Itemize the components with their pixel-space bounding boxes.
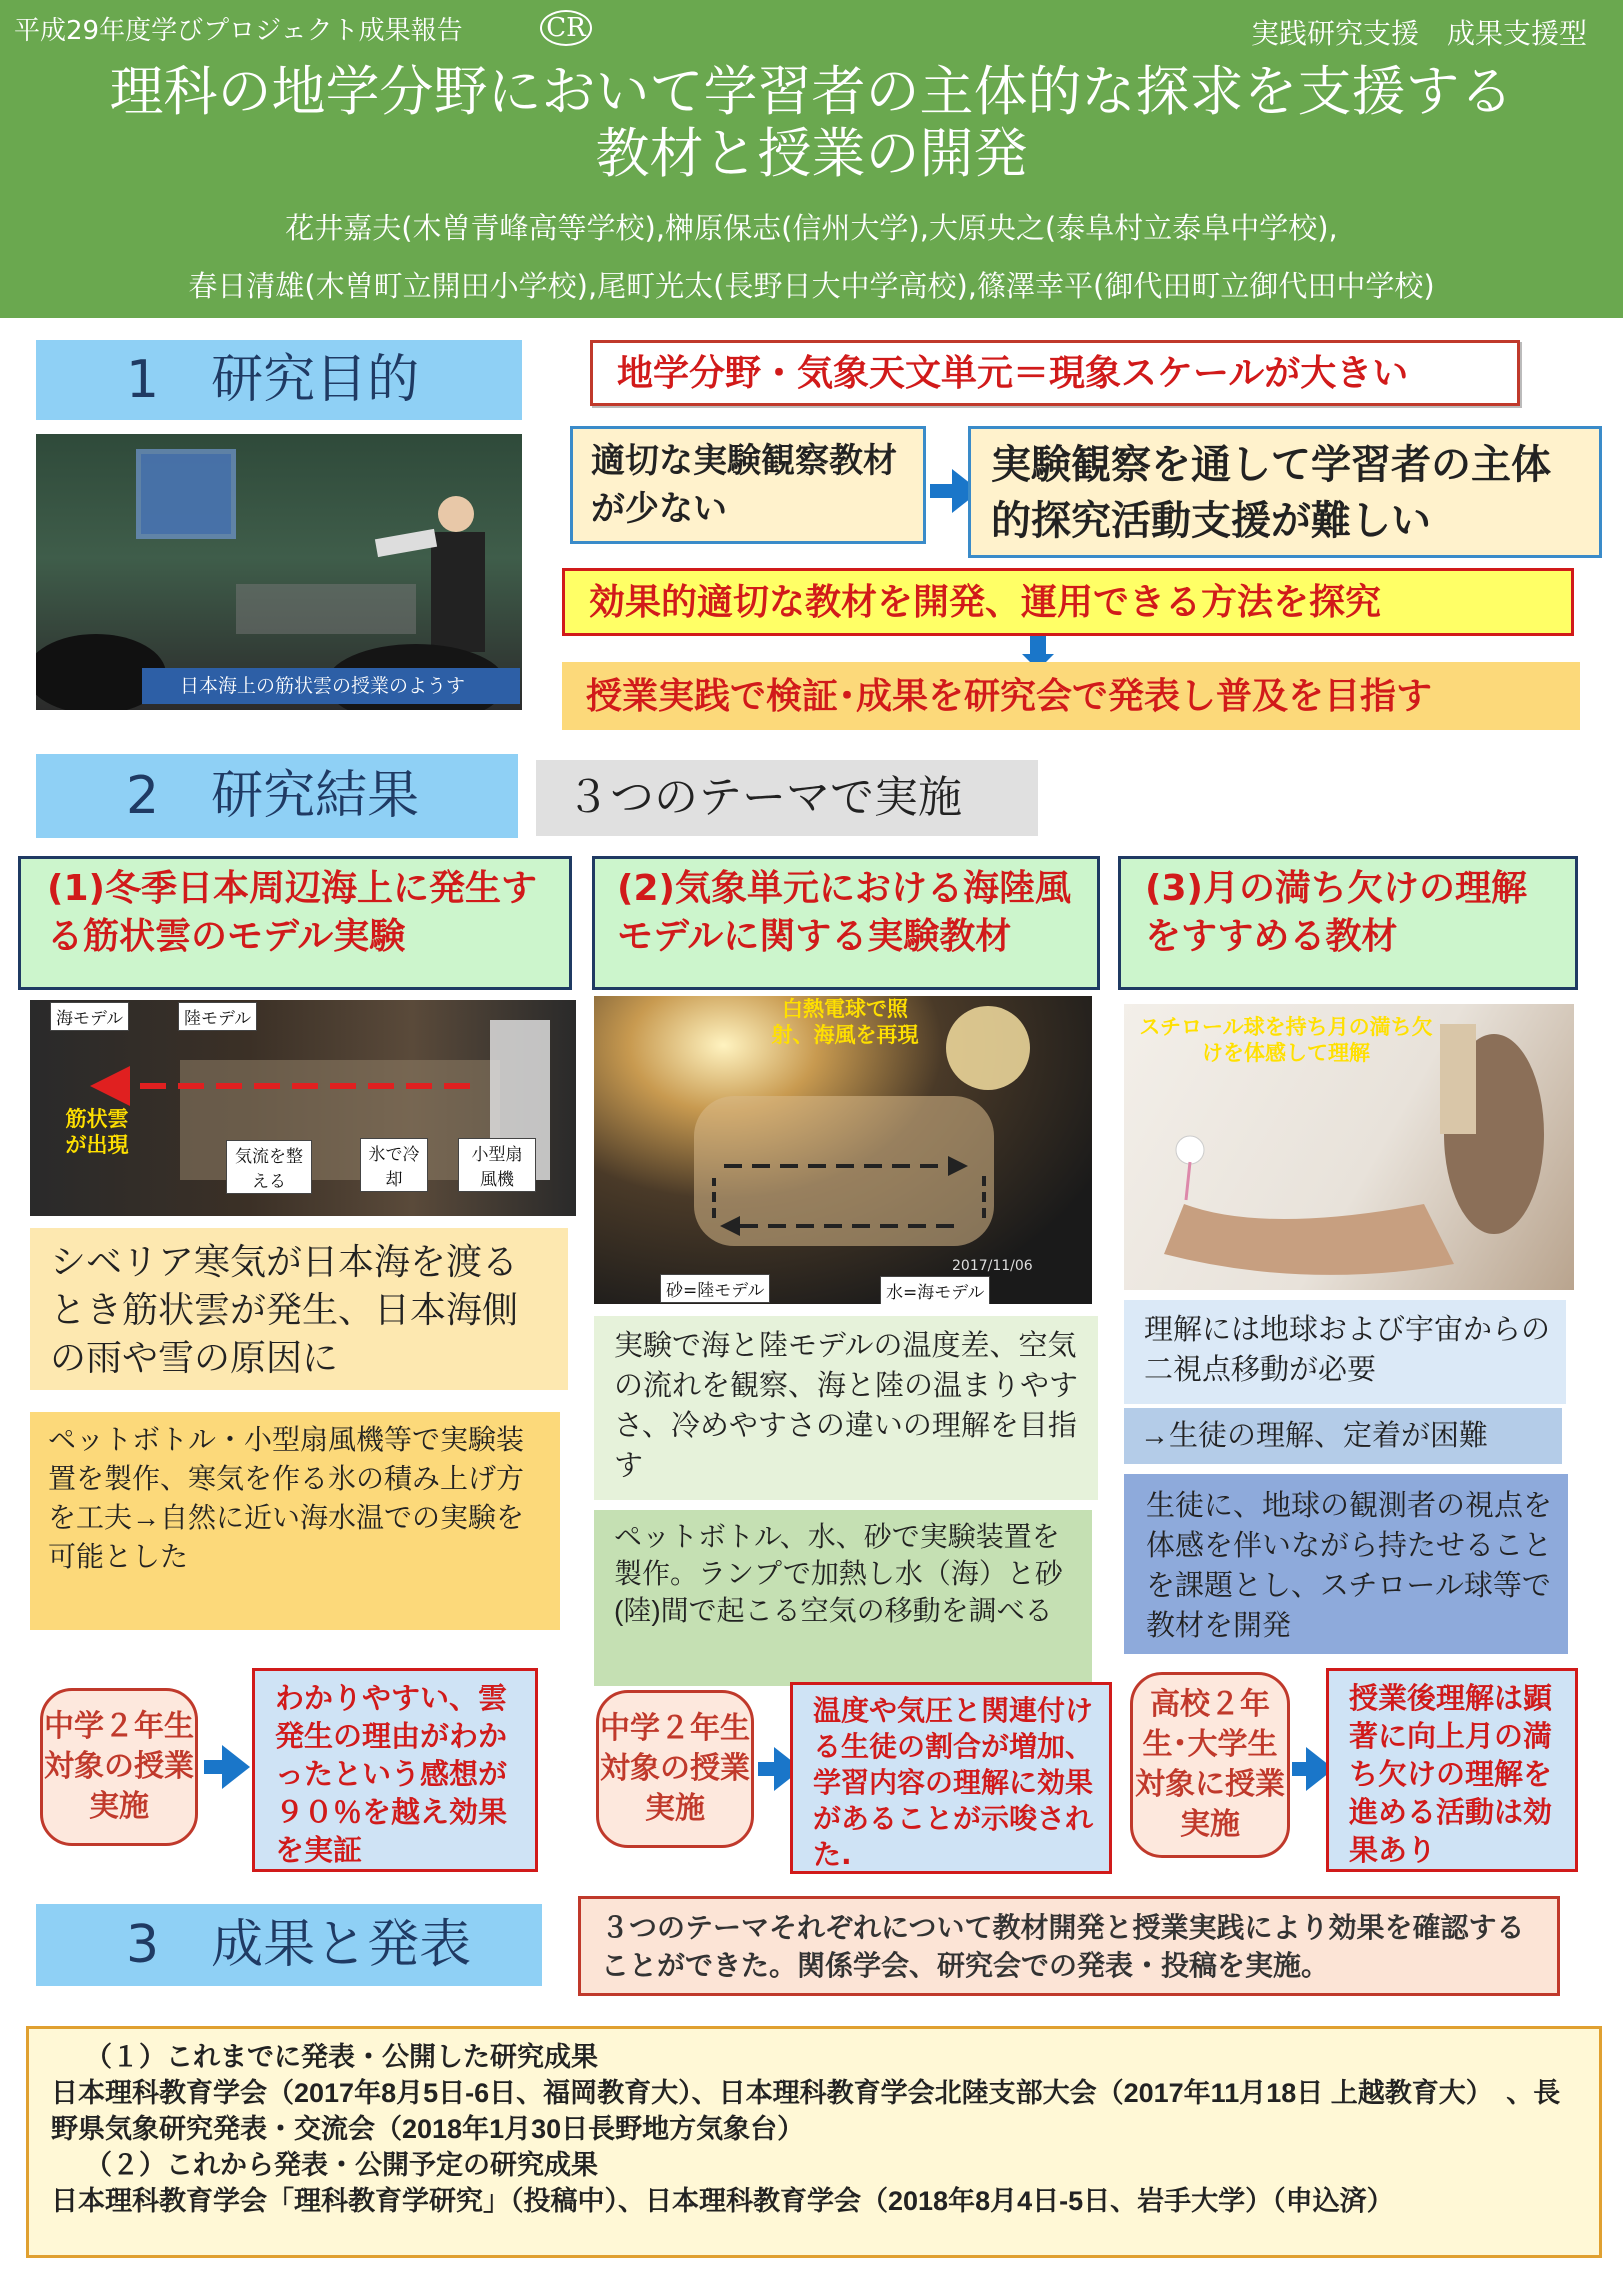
support-type: 実践研究支援 成果支援型 — [1250, 17, 1587, 50]
theme1-arrow-shaft — [204, 1760, 224, 1774]
photo-date: 2017/11/06 — [952, 1258, 1033, 1274]
theme1-result: わかりやすい、雲発生の理由がわかったという感想が９０％を越え効果を実証 — [252, 1668, 538, 1872]
issue-arrow-shaft — [930, 484, 952, 498]
theme2-result: 温度や気圧と関連付ける生徒の割合が増加、学習内容の理解に効果があることが示唆された. — [790, 1682, 1112, 1874]
theme2-method: ペットボトル、水、砂で実験装置を製作。ランプで加熱し水（海）と砂(陸)間で起こる空気の移動を調べる — [594, 1510, 1092, 1686]
results-summary: ３つのテーマそれぞれについて教材開発と授業実践により効果を確認することができた。関係学会、研究会での発表・投稿を実施。 — [578, 1896, 1560, 1996]
issue-support-difficult: 実験観察を通して学習者の主体的探究活動支援が難しい — [968, 426, 1602, 558]
photo-caption: 日本海上の筋状雲の授業のようす — [142, 668, 520, 704]
pub-heading-future: （２）これから発表・公開予定の研究成果 — [85, 2150, 598, 2180]
problem-statement: 地学分野・気象天文単元＝現象スケールが大きい — [590, 340, 1520, 406]
theme2-target: 中学２年生対象の授業実施 — [596, 1690, 754, 1848]
tag-airflow: 気流を整える — [226, 1140, 312, 1194]
tag-sea-model: 海モデル — [50, 1002, 129, 1031]
tag-ice-cooling: 氷で冷却 — [360, 1138, 428, 1192]
theme1-title: (1)冬季日本周辺海上に発生する筋状雲のモデル実験 — [18, 856, 572, 990]
pub-list-past: 日本理科教育学会（2017年8月5日-6日、福岡教育大）、日本理科教育学会北陸支部大会（2017年11月18日 上越教育大） 、長野県気象研究発表・交流会（2018年1月30日長野地方気象台） — [51, 2078, 1561, 2144]
poster-title-line2: 教材と授業の開発 — [595, 122, 1028, 185]
label-lamp-sea-breeze: 白熱電球で照射、海風を再現 — [771, 997, 919, 1047]
theme3-note: →生徒の理解、定着が困難 — [1124, 1408, 1562, 1464]
moon-phase-photo — [1124, 1004, 1574, 1290]
sea-land-breeze-photo — [594, 996, 1092, 1304]
poster-header — [0, 0, 1623, 318]
goal-arrow-shaft — [1030, 636, 1046, 656]
authors-line2: 春日清雄(木曽町立開田小学校),尾町光太(長野日大中学高校),篠澤幸平(御代田町立御代田中学校) — [188, 269, 1435, 303]
section3-heading: 3 成果と発表 — [36, 1904, 542, 1986]
dissemination-aim: 授業実践で検証･成果を研究会で発表し普及を目指す — [562, 662, 1580, 730]
theme3-result: 授業後理解は顕著に向上月の満ち欠けの理解を進める活動は効果あり — [1326, 1668, 1578, 1872]
poster-title-line1: 理科の地学分野において学習者の主体的な探求を支援する — [109, 60, 1514, 123]
publications-box — [26, 2026, 1602, 2258]
theme2-description: 実験で海と陸モデルの温度差、空気の流れを観察、海と陸の温まりやすさ、冷めやすさの違いの理解を目指す — [594, 1316, 1098, 1500]
report-label: 平成29年度学びプロジェクト成果報告 — [14, 16, 463, 46]
cloud-experiment-photo — [30, 1000, 576, 1216]
label-styrofoam-ball: スチロール球を持ち月の満ち欠けを体感して理解 — [1139, 1015, 1433, 1065]
section2-heading: 2 研究結果 — [36, 754, 518, 838]
theme2-title: (2)気象単元における海陸風モデルに関する実験教材 — [592, 856, 1100, 990]
university-logo: CR — [540, 10, 592, 46]
theme1-description: シベリア寒気が日本海を渡るとき筋状雲が発生、日本海側の雨や雪の原因に — [30, 1228, 568, 1390]
theme3-method: 生徒に、地球の観測者の視点を体感を伴いながら持たせることを課題とし、スチロール球等で教材を開発 — [1124, 1474, 1568, 1654]
tag-small-fan: 小型扇風機 — [458, 1138, 536, 1192]
theme3-target: 高校２年生･大学生対象に授業実施 — [1130, 1672, 1290, 1858]
section1-heading: 1 研究目的 — [36, 340, 522, 420]
theme3-description: 理解には地球および宇宙からの二視点移動が必要 — [1124, 1300, 1566, 1404]
theme3-title: (3)月の満ち欠けの理解をすすめる教材 — [1118, 856, 1578, 990]
authors-line1: 花井嘉夫(木曽青峰高等学校),榊原保志(信州大学),大原央之(泰阜村立泰阜中学校), — [285, 211, 1338, 245]
development-goal: 効果的適切な教材を開発、運用できる方法を探究 — [562, 568, 1574, 636]
theme1-target: 中学２年生対象の授業実施 — [40, 1688, 198, 1846]
pub-heading-past: （１）これまでに発表・公開した研究成果 — [85, 2042, 598, 2072]
classroom-photo — [36, 434, 522, 710]
label-cloud-appears: 筋状雲が出現 — [65, 1107, 129, 1157]
theme1-method: ペットボトル・小型扇風機等で実験装置を製作、寒気を作る氷の積み上げ方を工夫→自然に近い海水温での実験を可能とした — [30, 1412, 560, 1630]
issue-few-materials: 適切な実験観察教材が少ない — [570, 426, 926, 544]
theme1-arrow-icon — [222, 1745, 250, 1789]
tag-water-sea-model: 水=海モデル — [880, 1276, 990, 1304]
themes-label: ３つのテーマで実施 — [536, 760, 1038, 836]
tag-land-model: 陸モデル — [178, 1002, 257, 1031]
pub-list-future: 日本理科教育学会「理科教育学研究」（投稿中）、日本理科教育学会（2018年8月4日-5日、岩手大学）（申込済） — [51, 2186, 1394, 2216]
tag-sand-land-model: 砂=陸モデル — [660, 1274, 770, 1303]
